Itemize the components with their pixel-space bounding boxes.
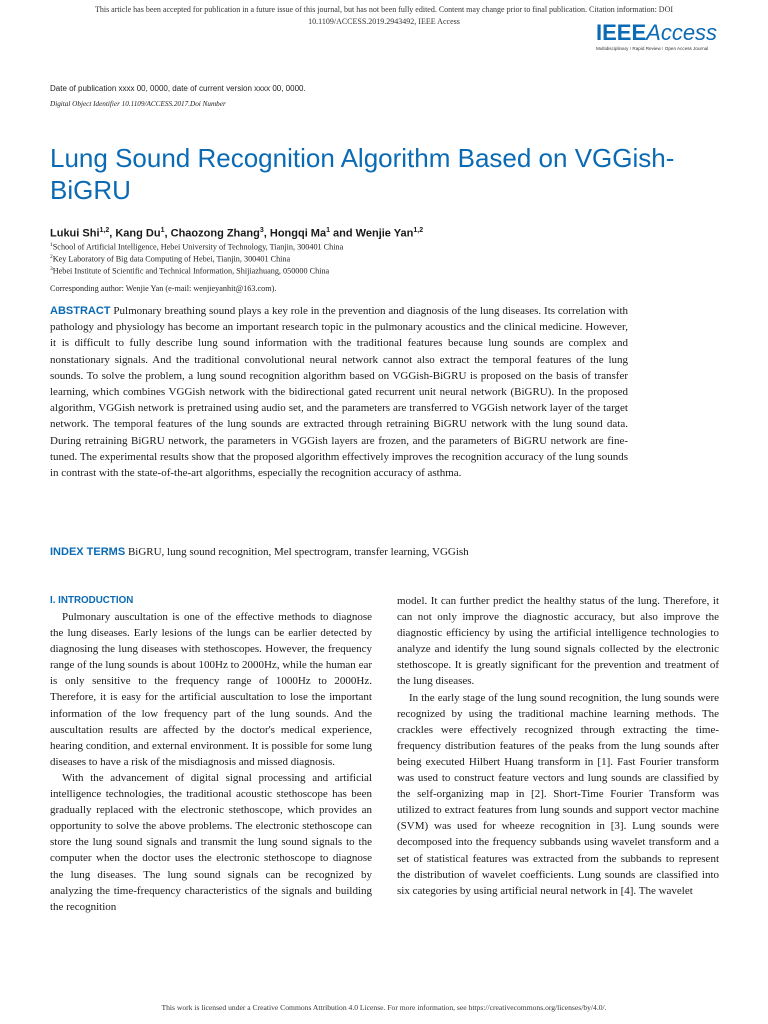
body-paragraph: With the advancement of digital signal processing and artificial intelligence technologies, the traditional acoustic stethoscope has been gradually replaced with the electronic stethoscope, which provides an opportunity to solve the above problems. The electronic stethoscope can store the lung sound signals and transmit the lung sound signals to the computer when the doctor uses the electronic stethoscope to diagnose the lung diseases. The lung sound signals can be recognized by analyzing the time-frequency characteristics of the signals and building the recognition [50, 771, 372, 913]
affiliation-mark: 2 [50, 254, 53, 260]
section-heading-introduction: I. INTRODUCTION [50, 595, 134, 606]
abstract-label: ABSTRACT [50, 305, 111, 317]
affiliation-mark: 1 [50, 242, 53, 248]
author-separator: , [109, 227, 116, 240]
author-affiliation-mark: 3 [259, 227, 264, 234]
author-separator: , [263, 227, 270, 240]
author-name: Wenjie Yan [355, 227, 414, 240]
logo-access-text: Access [646, 20, 718, 45]
affiliation-mark: 3 [50, 266, 53, 272]
affiliation-2 [50, 254, 290, 264]
abstract [50, 303, 628, 481]
body-paragraph: model. It can further predict the healthy status of the lung. Therefore, it can not only improve the diagnostic accuracy, but also improve the diagnostic efficiency by using the artificial intelligence technologies to analyze and identify the lung sound signals collected by the electronic stethoscope. It is greatly significant for the prevention and treatment of the lung diseases. [397, 595, 719, 688]
author-name: Kang Du [115, 227, 161, 240]
affiliation-text: Hebei Institute of Scientific and Technical Information, Shijiazhuang, 050000 China [52, 266, 330, 276]
paper-title: Lung Sound Recognition Algorithm Based on VGGish-BiGRU [50, 143, 675, 205]
index-terms-text: BiGRU, lung sound recognition, Mel spectrogram, transfer learning, VGGish [127, 546, 469, 558]
author-name: Chaozong Zhang [170, 227, 260, 240]
left-column [50, 593, 372, 915]
author-affiliation-mark: 1,2 [413, 227, 424, 234]
author-affiliation-mark: 1 [160, 227, 165, 234]
author-affiliation-mark: 1 [326, 227, 330, 234]
author-separator: and [330, 227, 356, 240]
author-name: Hongqi Ma [269, 227, 327, 240]
corresponding-author: Corresponding author: Wenjie Yan (e-mail: wenjieyanhit@163.com). [50, 284, 277, 293]
body-paragraph: Pulmonary auscultation is one of the effective methods to diagnose the lung diseases. Early lesions of the lungs can be earlier detected by diagnosing the lung diseases with stethoscopes. However, the frequency range of the lung sounds is about 100Hz to 2000Hz, while the human ear is only sensitive to the frequency range of 1000Hz to 2000Hz. Therefore, it is easy for the artificial auscultation to lose the important information of the low frequency part of the lung sounds. And the auscultation results are affected by the doctor's medical experience, hearing condition, and external environment. It is possible for some lung diseases to have a risk of the misdiagnosis and missed diagnosis. [50, 611, 372, 768]
author-separator: , [164, 227, 171, 240]
index-terms-label: INDEX TERMS [50, 546, 126, 558]
author-list [50, 227, 423, 240]
affiliation-text: School of Artificial Intelligence, Hebei University of Technology, Tianjin, 300401 China [52, 242, 344, 252]
author-name: Lukui Shi [50, 227, 100, 240]
body-paragraph: In the early stage of the lung sound recognition, the lung sounds were recognized by using the traditional machine learning methods. The crackles were effectively recognized through extracting the time-frequency distribution features of the peaks from the lung sounds after being executed Hilbert Huang transform in [1]. Fast Fourier transform was used to construct feature vectors and lung sounds are classified by the self-organizing map in [2]. Short-Time Fourier Transform was utilized to extract features from lung sounds and support vector machine (SVM) was used for wheeze recognition in [3]. Lung sounds were decomposed into the frequency subbands using wavelet transform and a set of statistical features was extracted from the subbands to represent the distribution of wavelet coefficients. Lung sounds are classified into six categories by using artificial neural network in [4]. The wavelet [397, 691, 719, 897]
ieee-access-logo [596, 22, 746, 52]
logo-ieee-text: IEEE [596, 20, 647, 45]
publication-notice-line1: This article has been accepted for publication in a future issue of this journal, but has not been fully edited. Content may change prior to final publication. Citation information: DOI [94, 5, 674, 14]
abstract-text: Pulmonary breathing sound plays a key role in the prevention and diagnosis of the lung diseases. Its correlation with pathology and physiology has become an important research topic in the pulmonary acoustics and the clinical medicine. However, it is difficult to fully describe lung sound information with the traditional features because lung sounds are complex and nonstationary signals. And the traditional convolutional neural network cannot also extract the temporal features of the lung sounds. To solve the problem, a lung sound recognition algorithm based on VGGish-BiGRU is proposed on the basis of transfer learning, which combines VGGish network with the bidirectional gated recurrent unit neural network (BiGRU). In the proposed algorithm, VGGish network is pretrained using audio set, and the parameters are transferred to VGGish network layer of the target network. The temporal features of the lung sounds are extracted through retraining BiGRU network with the lung sound data. During retraining BiGRU network, the parameters in VGGish layers are frozen, and the parameters of BiGRU network are fine-tuned. The experimental results show that the proposed algorithm effectively improves the recognition accuracy of the lung sounds in contrast with the state-of-the-art algorithms, especially the recognition accuracy of asthma. [50, 305, 629, 480]
logo-tagline: Multidisciplinary ⁝ Rapid Review ⁝ Open Access Journal [596, 46, 709, 51]
license-footer: This work is licensed under a Creative Commons Attribution 4.0 License. For more information, see https://creativecommons.org/licenses/by/4.0/. [161, 1003, 607, 1012]
right-column [397, 593, 719, 899]
affiliation-3 [50, 266, 329, 276]
index-terms [50, 544, 650, 560]
author-affiliation-mark: 1,2 [99, 227, 110, 234]
affiliation-text: Key Laboratory of Big data Computing of Hebei, Tianjin, 300401 China [52, 254, 291, 264]
publication-notice-line2: 10.1109/ACCESS.2019.2943492, IEEE Access [308, 17, 460, 26]
doi-line: Digital Object Identifier 10.1109/ACCESS.2017.Doi Number [50, 100, 226, 108]
affiliation-1 [50, 242, 343, 252]
publication-date: Date of publication xxxx 00, 0000, date of current version xxxx 00, 0000. [50, 84, 306, 93]
